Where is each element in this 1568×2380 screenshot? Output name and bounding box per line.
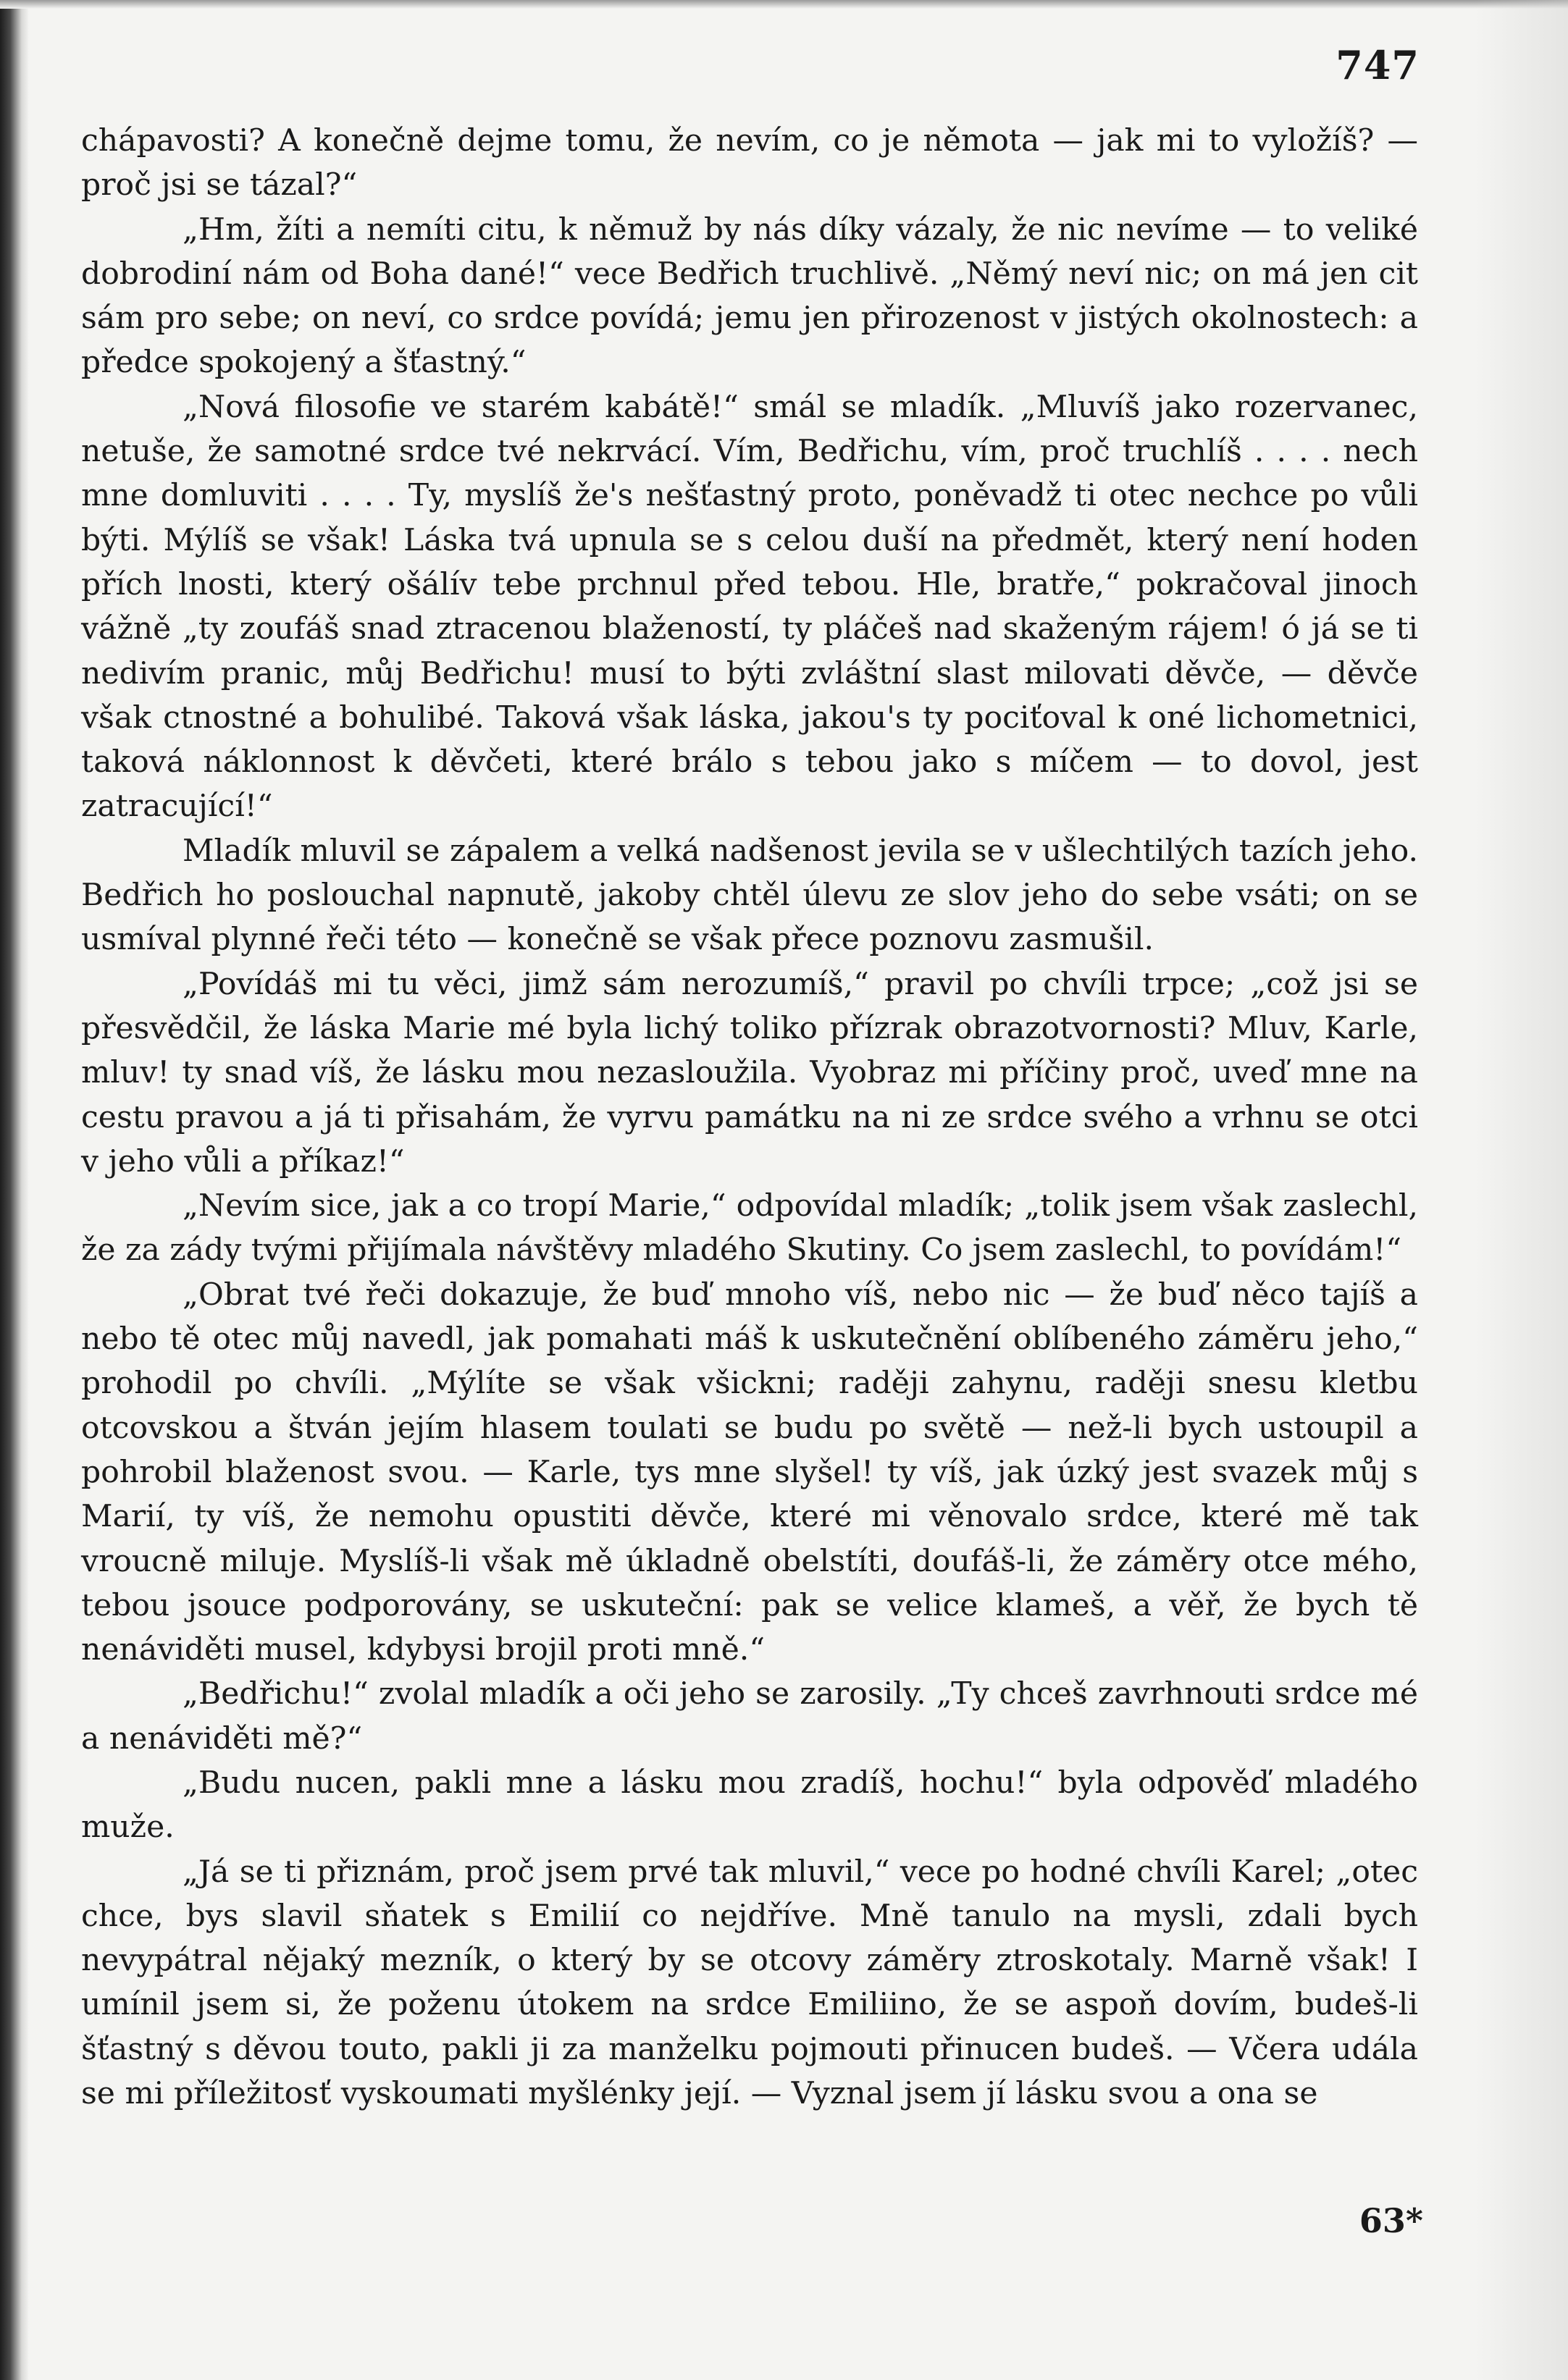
book-spine-shadow xyxy=(0,0,29,2380)
page-number: 747 xyxy=(1336,42,1420,88)
show-through-shading xyxy=(1474,0,1568,2380)
page-body-text xyxy=(81,119,1418,2116)
page-top-edge-shadow xyxy=(0,0,1568,9)
paragraph: „Budu nucen, pakli mne a lásku mou zradíš, hochu!“ byla odpověď mladého muže. xyxy=(81,1765,1418,1846)
paragraph: „Bedřichu!“ zvolal mladík a oči jeho se zarosily. „Ty chceš zavrhnouti srdce mé a nenáviděti mě?“ xyxy=(81,1676,1418,1757)
paragraph: chápavosti? A konečně dejme tomu, že nevím, co je němota — jak mi to vyložíš? — proč jsi se tázal?“ xyxy=(81,123,1418,203)
signature-mark: 63* xyxy=(1359,2201,1423,2240)
paragraph: „Hm, žíti a nemíti citu, k němuž by nás díky vázaly, že nic nevíme — to veliké dobrodiní nám od Boha dané!“ vece Bedřich truchlivě. „Němý neví nic; on má jen cit sám pro sebe; on neví, co srdce povídá; jemu jen přirozenost v jistých okolnostech: a předce spokojený a šťastný.“ xyxy=(81,211,1418,381)
paragraph: „Obrat tvé řeči dokazuje, že buď mnoho víš, nebo nic — že buď něco tajíš a nebo tě otec můj navedl, jak pomahati máš k uskutečnění oblíbeného záměru jeho,“ prohodil po chvíli. „Mýlíte se však všickni; raději zahynu, raději snesu kletbu otcovskou a štván jejím hlasem toulati se budu po světě — než-li bych ustoupil a pohrobil blaženost svou. — Karle, tys mne slyšel! ty víš, jak úzký jest svazek můj s Marií, ty víš, že nemohu opustiti děvče, které mi věnovalo srdce, které mě tak vroucně miluje. Myslíš-li však mě úkladně obelstíti, doufáš-li, že záměry otce mého, tebou jsouce podporovány, se uskuteční: pak se velice klameš, a věř, že bych tě nenáviděti musel, kdybysi brojil proti mně.“ xyxy=(81,1277,1418,1668)
paragraph: „Nová filosofie ve starém kabátě!“ smál se mladík. „Mluvíš jako rozervanec, netuše, že samotné srdce tvé nekrvácí. Vím, Bedřichu, vím, proč truchlíš . . . . nech mne domluviti . . . . Ty, myslíš že's nešťastný proto, poněvadž ti otec nechce po vůli býti. Mýlíš se však! Láska tvá upnula se s celou duší na předmět, který není hoden přích lnosti, který ošálív tebe prchnul před tebou. Hle, bratře,“ pokračoval jinoch vážně „ty zoufáš snad ztracenou blažeností, ty pláčeš nad skaženým rájem! ó já se ti nedivím pranic, můj Bedřichu! musí to býti zvláštní slast milovati děvče, — děvče však ctnostné a bohulibé. Taková však láska, jakou's ty pociťoval k oné lichometnici, taková náklonnost k děvčeti, které brálo s tebou jako s míčem — to dovol, jest zatracující!“ xyxy=(81,389,1418,825)
paragraph: „Já se ti přiznám, proč jsem prvé tak mluvil,“ vece po hodné chvíli Karel; „otec chce, bys slavil sňatek s Emilií co nejdříve. Mně tanulo na mysli, zdali bych nevypátral nějaký mezník, o který by se otcovy záměry ztroskotaly. Marně však! I umínil jsem si, že poženu útokem na srdce Emiliino, že se aspoň dovím, budeš-li šťastný s děvou touto, pakli ji za manželku pojmouti přinucen budeš. — Včera udála se mi příležitosť vyskoumati myšlénky její. — Vyznal jsem jí lásku svou a ona se xyxy=(81,1854,1418,2112)
paragraph: „Nevím sice, jak a co tropí Marie,“ odpovídal mladík; „tolik jsem však zaslechl, že za zády tvými přijímala návštěvy mladého Skutiny. Co jsem zaslechl, to povídám!“ xyxy=(81,1188,1418,1269)
paragraph: Mladík mluvil se zápalem a velká nadšenost jevila se v ušlechtilých tazích jeho. Bedřich ho poslouchal napnutě, jakoby chtěl úlevu ze slov jeho do sebe vsáti; on se usmíval plynné řeči této — konečně se však přece poznovu zasmušil. xyxy=(81,833,1418,958)
paragraph: „Povídáš mi tu věci, jimž sám nerozumíš,“ pravil po chvíli trpce; „což jsi se přesvědčil, že láska Marie mé byla lichý toliko přízrak obrazotvornosti? Mluv, Karle, mluv! ty snad víš, že lásku mou nezasloužila. Vyobraz mi příčiny proč, uveď mne na cestu pravou a já ti přisahám, že vyrvu památku na ni ze srdce svého a vrhnu se otci v jeho vůli a příkaz!“ xyxy=(81,966,1418,1180)
